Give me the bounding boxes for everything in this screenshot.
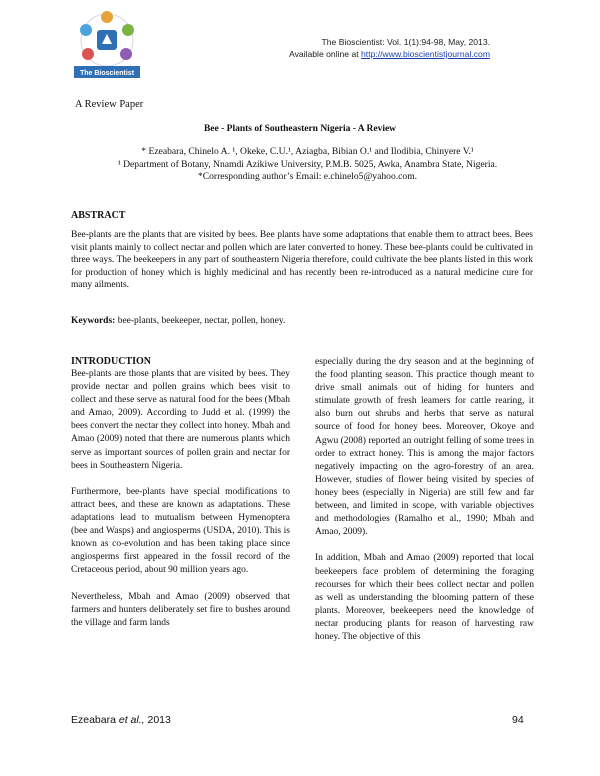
journal-header (160, 36, 490, 60)
affiliation-line: ¹ Department of Botany, Nnamdi Azikiwe University, P.M.B. 5025, Awka, Anambra State, Nigeria. (117, 158, 498, 170)
journal-citation: The Bioscientist: Vol. 1(1):94-98, May, 2013. (321, 37, 490, 47)
paper-title: Bee - Plants of Southeastern Nigeria - A Review (203, 124, 397, 134)
correspondence-line: *Corresponding author’s Email: e.chinelo5@yahoo.com. (197, 171, 418, 182)
introduction-heading: INTRODUCTION (71, 356, 152, 367)
logo-text: The Bioscientist (79, 70, 135, 77)
abstract-text: Bee-plants are the plants that are visited by bees. Bee plants have some adaptations that enable them to attract bees. Bees visit plants mainly to collect nectar and pollen which are later converted to honey. These bee-plants could be cultivated in three ways. The beekeepers in any part of southeastern Nigeria therefore, could cultivate the bee plants listed in this work for production of honey which is highly medicinal and has recently been re-introduced as a natural medicine cure for many ailments. (71, 230, 533, 291)
authors-line: * Ezeabara, Chinelo A. ¹, Okeke, C.U.¹, Aziagba, Bibian O.¹ and Ilodibia, Chinyere V.¹ (141, 146, 474, 157)
availability-line (160, 48, 490, 60)
footer-etal: et al., (118, 714, 145, 726)
bioscientist-logo-icon (66, 8, 148, 84)
intro-paragraph: especially during the dry season and at the beginning of the food planting season. This practice though meant to drive small animals out of hiding for hunters and stimulate growth of fresh leamers for cattle rearing, it also burn out shrubs and herbs that serve as natural source of food for honey bees. Moreover, Okoye and Agwu (2008) reported an outright felling of some trees in order to extract honey. This is among the major factors negatively impacting on the agro-forestry of an area. However, studies of flower being visited by species of honey bees (especially in Nigeria) are still few and far between, and limited in scope, with variable objectives and methodologies (Ramalho et al., 1990; Mbah and Amao, 2009). (315, 357, 534, 538)
intro-paragraph: Nevertheless, Mbah and Amao (2009) observed that farmers and hunters deliberately set fire to bushes around the village and farm lands (71, 591, 290, 628)
intro-paragraph: In addition, Mbah and Amao (2009) reported that local beekeepers face problem of determining the foraging recourses for which their bees collect nectar and pollen as well as understanding the blooming pattern of these plants. Moreover, beekeepers need the knowledge of nectar producing plants for reason of harvesting raw honey. The objective of this (315, 553, 534, 642)
footer-author-name: Ezeabara (71, 714, 119, 726)
page-number: 94 (512, 714, 524, 726)
journal-url-link[interactable]: http://www.bioscientistjournal.com (361, 49, 490, 59)
right-column (315, 356, 534, 657)
intro-paragraph: Bee-plants are those plants that are visited by bees. They provide nectar and pollen grains which bees visit to collect and these serve as natural food for the bees (Mbah and Amao, 2009). According to Judd et al. (1999) the bees convert the nectar they collect into honey. Mbah and Amao (2009) noted that there are numerous plants which serve as important sources of pollen grain and nectar for bees in Southeastern Nigeria. (71, 369, 290, 471)
journal-logo (66, 8, 148, 84)
intro-paragraph: Furthermore, bee-plants have special modifications to attract bees, and these are known as adaptations. These adaptations lead to mutualism between Hymenoptera (bee and Wasps) and angiosperms (USDA, 2010). This is known as co-evolution and has been taking place since angiosperms first appeared in the fossil record of the Cretaceous period, about 90 million years ago. (71, 486, 290, 576)
paper-type-label: A Review Paper (75, 99, 144, 110)
footer-author (71, 714, 171, 726)
availability-prefix: Available online at (289, 49, 362, 59)
keywords-line (71, 316, 533, 326)
abstract-heading: ABSTRACT (71, 210, 126, 221)
footer-year: 2013 (144, 714, 171, 726)
keywords-list: bee-plants, beekeeper, nectar, pollen, honey. (115, 316, 286, 326)
author-block (70, 146, 545, 184)
left-column (71, 356, 290, 643)
keywords-label: Keywords: (71, 316, 116, 326)
